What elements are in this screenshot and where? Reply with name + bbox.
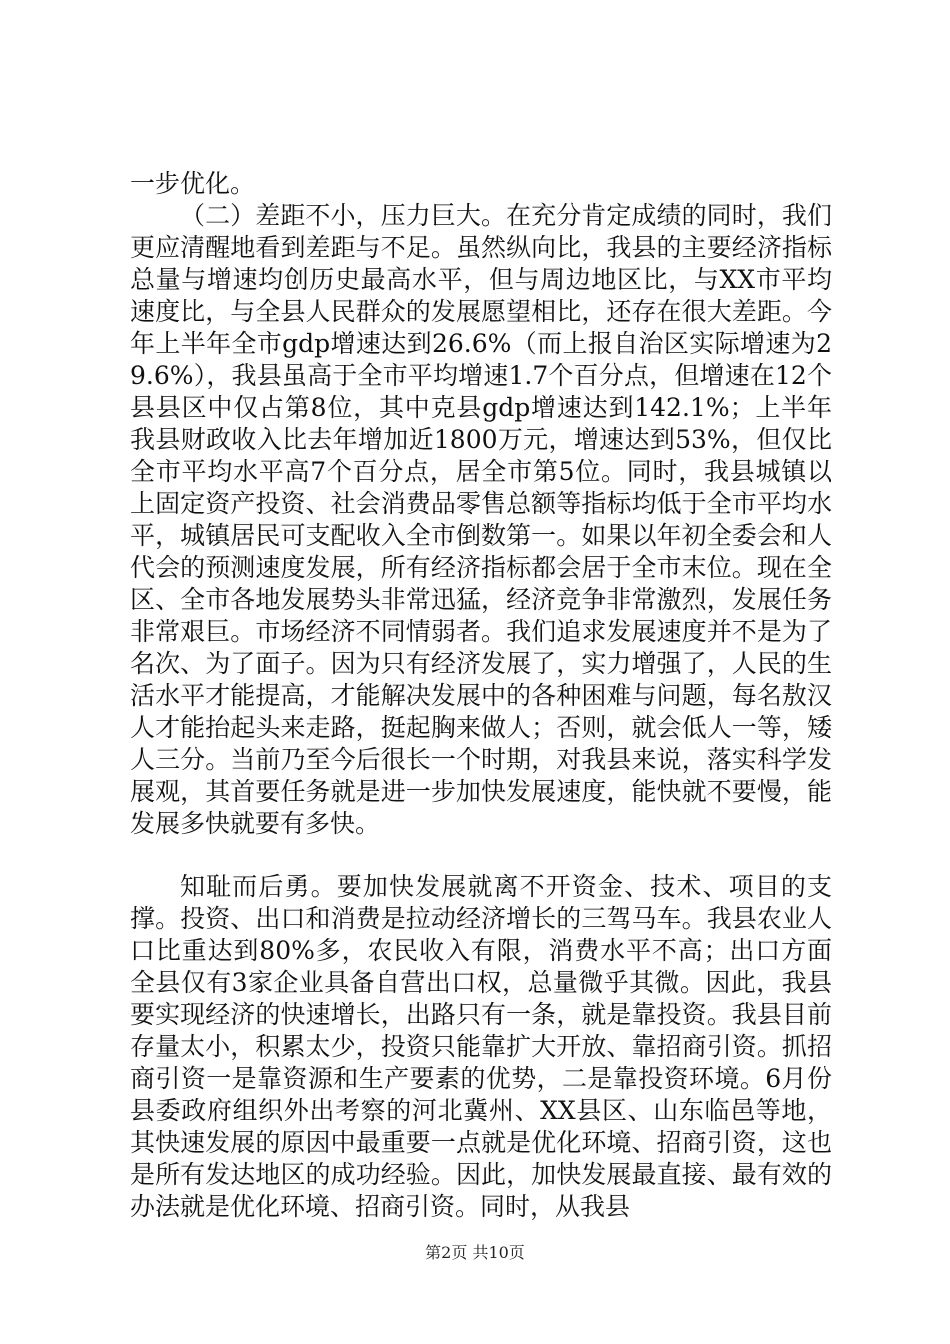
page-number-footer: 第2页 共10页 (425, 1243, 525, 1262)
paragraph-gap-pressure: （二）差距不小，压力巨大。在充分肯定成绩的同时，我们更应清醒地看到差距与不足。虽然纵向比，我县的主要经济指标总量与增速均创历史最高水平，但与周边地区比，与XX市平均速度比，与全县人民群众的发展愿望相比，还存在很大差距。今年上半年全市gdp增速达到26.6%（而上报自治区实际增速为29.6%），我县虽高于全市平均增速1.7个百分点，但增速在12个县县区中仅占第8位，其中克县gdp增速达到142.1%；上半年我县财政收入比去年增加近1800万元，增速达到53%，但仅比全市平均水平高7个百分点，居全市第5位。同时，我县城镇以上固定资产投资、社会消费品零售总额等指标均低于全市平均水平，城镇居民可支配收入全市倒数第一。如果以年初全委会和人代会的预测速度发展，所有经济指标都会居于全市末位。现在全区、全市各地发展势头非常迅猛，经济竞争非常激烈，发展任务非常艰巨。市场经济不同情弱者。我们追求发展速度并不是为了名次、为了面子。因为只有经济发展了，实力增强了，人民的生活水平才能提高，才能解决发展中的各种困难与问题，每名敖汉人才能抬起头来走路，挺起胸来做人；否则，就会低人一等，矮人三分。当前乃至今后很长一个时期，对我县来说，落实科学发展观，其首要任务就是进一步加快发展速度，能快就不要慢，能发展多快就要有多快。 (130, 201, 832, 838)
paragraph-spacer (130, 840, 832, 871)
document-body (130, 168, 832, 1223)
paragraph-investment: 知耻而后勇。要加快发展就离不开资金、技术、项目的支撑。投资、出口和消费是拉动经济增长的三驾马车。我县农业人口比重达到80%多，农民收入有限，消费水平不高；出口方面全县仅有3家企业具备自营出口权，总量微乎其微。因此，我县要实现经济的快速增长，出路只有一条，就是靠投资。我县目前存量太小，积累太少，投资只能靠扩大开放、靠招商引资。抓招商引资一是靠资源和生产要素的优势，二是靠投资环境。6月份县委政府组织外出考察的河北冀州、XX县区、山东临邑等地，其快速发展的原因中最重要一点就是优化环境、招商引资，这也是所有发达地区的成功经验。因此，加快发展最直接、最有效的办法就是优化环境、招商引资。同时，从我县 (130, 872, 832, 1221)
paragraph-continuation: 一步优化。 (130, 169, 256, 198)
